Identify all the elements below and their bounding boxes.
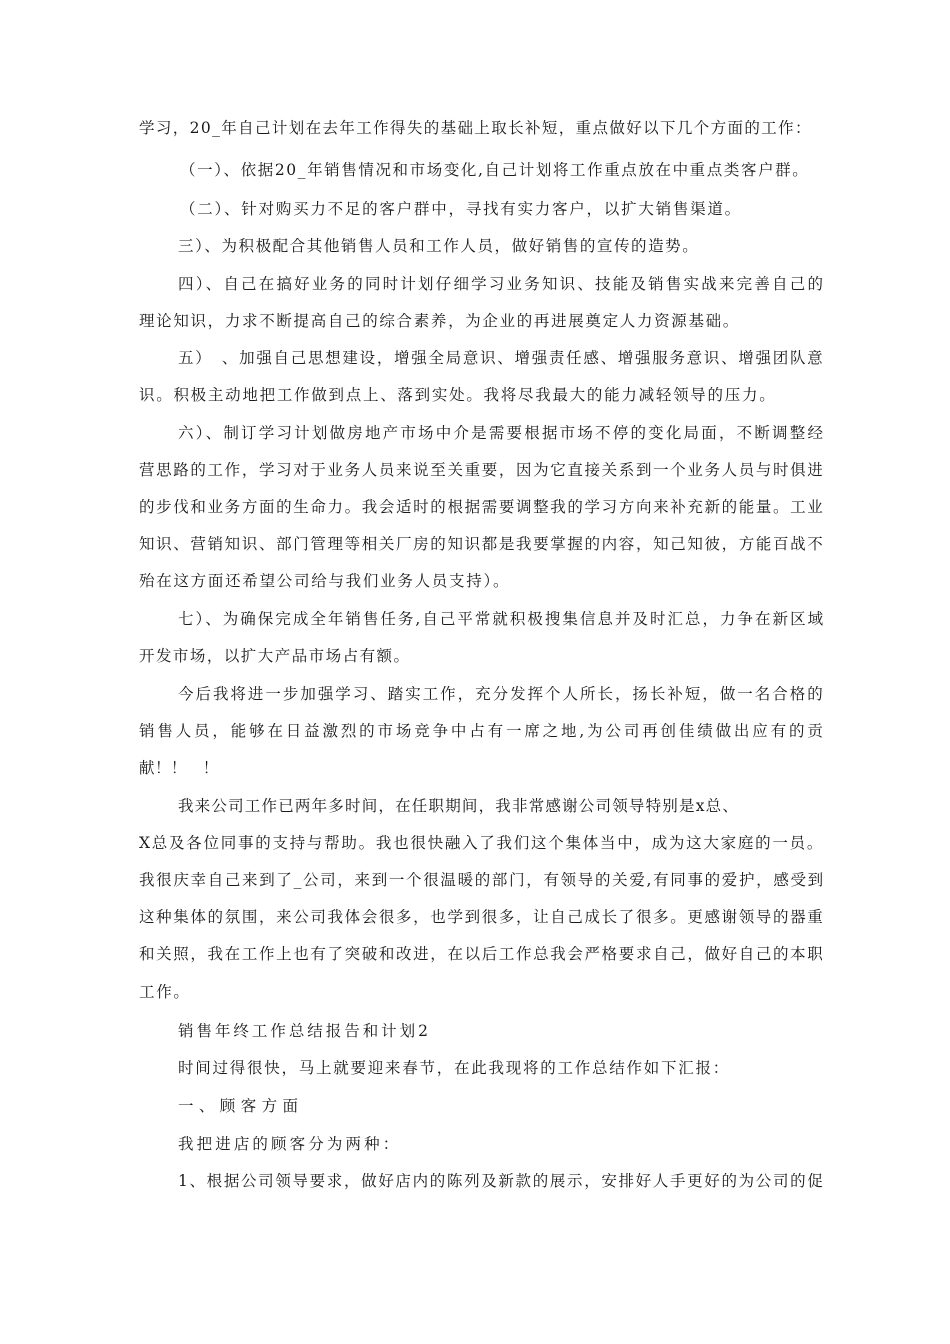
paragraph-line: 今后我将进一步加强学习、踏实工作，充分发挥个人所长，扬长补短，做一名合格的 bbox=[178, 685, 825, 703]
paragraph-line: 的步伐和业务方面的生命力。我会适时的根据需要调整我的学习方向来补充新的能量。工业 bbox=[139, 498, 825, 516]
paragraph-line: 这种集体的氛围，来公司我体会很多，也学到很多，让自己成长了很多。更感谢领导的器重 bbox=[139, 908, 825, 926]
paragraph-line: （一）、依据20_年销售情况和市场变化,自己计划将工作重点放在中重点类客户群。 bbox=[180, 161, 810, 179]
paragraph-line: 我把进店的顾客分为两种： bbox=[178, 1135, 402, 1153]
paragraph-line: 知识、营销知识、部门管理等相关厂房的知识都是我要掌握的内容，知己知彼，方能百战不 bbox=[139, 535, 825, 553]
paragraph-line: （二）、针对购买力不足的客户群中，寻找有实力客户，以扩大销售渠道。 bbox=[180, 200, 742, 218]
paragraph-line: 七）、为确保完成全年销售任务,自己平常就积极搜集信息并及时汇总，力争在新区域 bbox=[178, 610, 826, 628]
paragraph-line: 工作。 bbox=[139, 983, 191, 1001]
paragraph-line: 和关照，我在工作上也有了突破和改进，在以后工作总我会严格要求自己，做好自己的本职 bbox=[139, 945, 825, 963]
paragraph-line: 殆在这方面还希望公司给与我们业务人员支持）。 bbox=[139, 572, 511, 590]
paragraph-line: 销售人员，能够在日益激烈的市场竞争中占有一席之地,为公司再创佳绩做出应有的贡 bbox=[139, 722, 826, 740]
paragraph-line: 六）、制订学习计划做房地产市场中介是需要根据市场不停的变化局面，不断调整经 bbox=[178, 424, 826, 442]
paragraph-line: 1、根据公司领导要求，做好店内的陈列及新款的展示，安排好人手更好的为公司的促 bbox=[178, 1172, 825, 1190]
paragraph-line: 理论知识，力求不断提高自己的综合素养，为企业的再进展奠定人力资源基础。 bbox=[139, 312, 740, 330]
paragraph-line: 我很庆幸自己来到了_公司，来到一个很温暖的部门，有领导的关爱,有同事的爱护，感受到 bbox=[139, 871, 825, 889]
paragraph-line: 我来公司工作已两年多时间，在任职期间，我非常感谢公司领导特别是x总、 bbox=[178, 797, 740, 815]
paragraph-line: 三）、为积极配合其他销售人员和工作人员，做好销售的宣传的造势。 bbox=[178, 237, 700, 255]
section-heading: 销售年终工作总结报告和计划2 bbox=[178, 1022, 431, 1040]
paragraph-line: 识。积极主动地把工作做到点上、落到实处。我将尽我最大的能力减轻领导的压力。 bbox=[139, 386, 777, 404]
paragraph-line: 时间过得很快，马上就要迎来春节，在此我现将的工作总结作如下汇报： bbox=[178, 1059, 730, 1077]
paragraph-line: 四）、自己在搞好业务的同时计划仔细学习业务知识、技能及销售实战来完善自己的 bbox=[178, 275, 826, 293]
paragraph-line: 开发市场，以扩大产品市场占有额。 bbox=[139, 647, 411, 665]
paragraph-line: 一、顾客方面 bbox=[178, 1097, 304, 1115]
paragraph-line: 营思路的工作，学习对于业务人员来说至关重要，因为它直接关系到一个业务人员与时俱进 bbox=[139, 461, 825, 479]
paragraph-line: 献！！ ！ bbox=[139, 759, 219, 777]
paragraph-line: 五） 、加强自己思想建设，增强全局意识、增强责任感、增强服务意识、增强团队意 bbox=[178, 349, 825, 367]
paragraph-line: 学习，20_年自己计划在去年工作得失的基础上取长补短，重点做好以下几个方面的工作： bbox=[139, 119, 812, 137]
paragraph-line: X总及各位同事的支持与帮助。我也很快融入了我们这个集体当中，成为这大家庭的一员。 bbox=[139, 834, 825, 852]
